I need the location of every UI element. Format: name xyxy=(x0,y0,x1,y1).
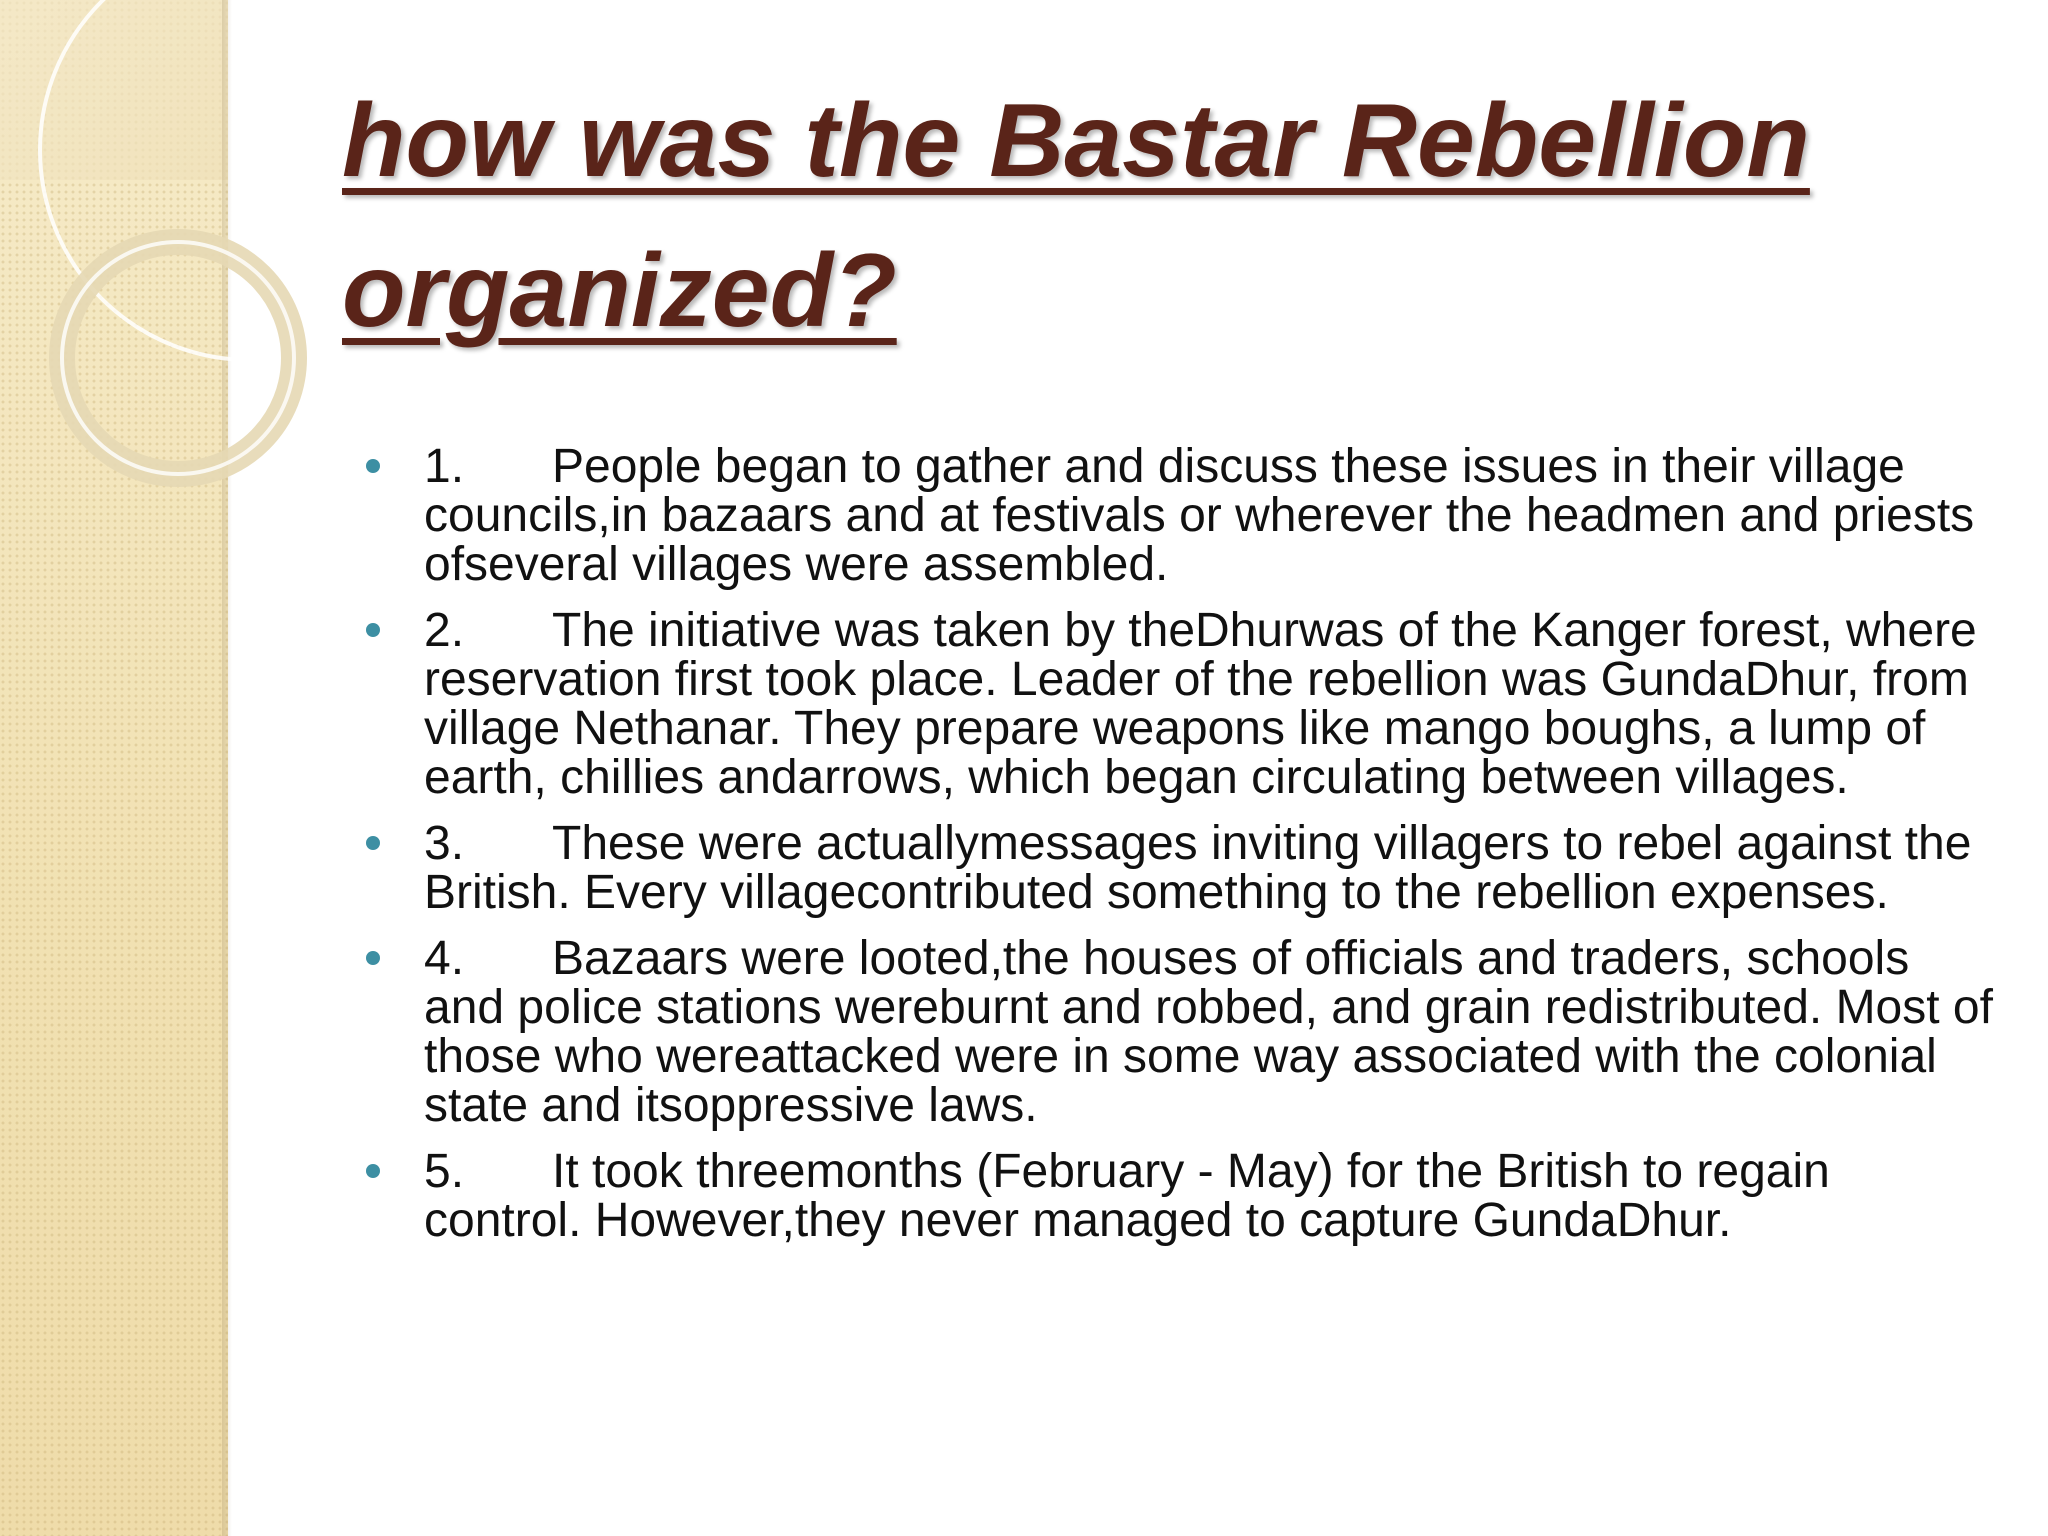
bullet-number: 3. xyxy=(424,817,465,870)
decorative-rings xyxy=(0,0,320,520)
list-item xyxy=(360,934,2000,1130)
bullet-number: 1. xyxy=(424,440,465,493)
bullet-text: People began to gather and discuss these issues in their village councils,in bazaars and at festivals or wherever the headmen and priests ofseveral villages were assembled. xyxy=(424,440,1975,591)
slide-title: how was the Bastar Rebellion organized? xyxy=(342,83,1810,349)
bullet-text: Bazaars were looted,the houses of officials and traders, schools and police stations wereburnt and robbed, and grain redistributed. Most of those who wereattacked were in some way associated with the colonial state and itsoppressive laws. xyxy=(424,932,1993,1132)
bullet-text: It took threemonths (February - May) for the British to regain control. However,they never managed to capture GundaDhur. xyxy=(424,1145,1830,1247)
bullet-number: 2. xyxy=(424,604,465,657)
list-item xyxy=(360,442,2000,589)
list-item xyxy=(360,606,2000,802)
list-item xyxy=(360,819,2000,917)
bullet-text: The initiative was taken by theDhurwas of the Kanger forest, where reservation first took place. Leader of the rebellion was GundaDhur, from village Nethanar. They prepare weapons like mango boughs, a lump of earth, chillies andarrows, which began circulating between villages. xyxy=(424,604,1977,804)
bullet-dot-icon xyxy=(366,836,380,850)
bullet-text: These were actuallymessages inviting villagers to rebel against the British. Every villagecontributed something to the rebellion expenses. xyxy=(424,817,1972,919)
bullet-dot-icon xyxy=(366,623,380,637)
bullet-dot-icon xyxy=(366,951,380,965)
bullet-list xyxy=(360,442,2000,1262)
bullet-dot-icon xyxy=(366,459,380,473)
bullet-number: 4. xyxy=(424,932,465,985)
bullet-number: 5. xyxy=(424,1145,465,1198)
list-item xyxy=(360,1147,2000,1245)
bullet-dot-icon xyxy=(366,1164,380,1178)
